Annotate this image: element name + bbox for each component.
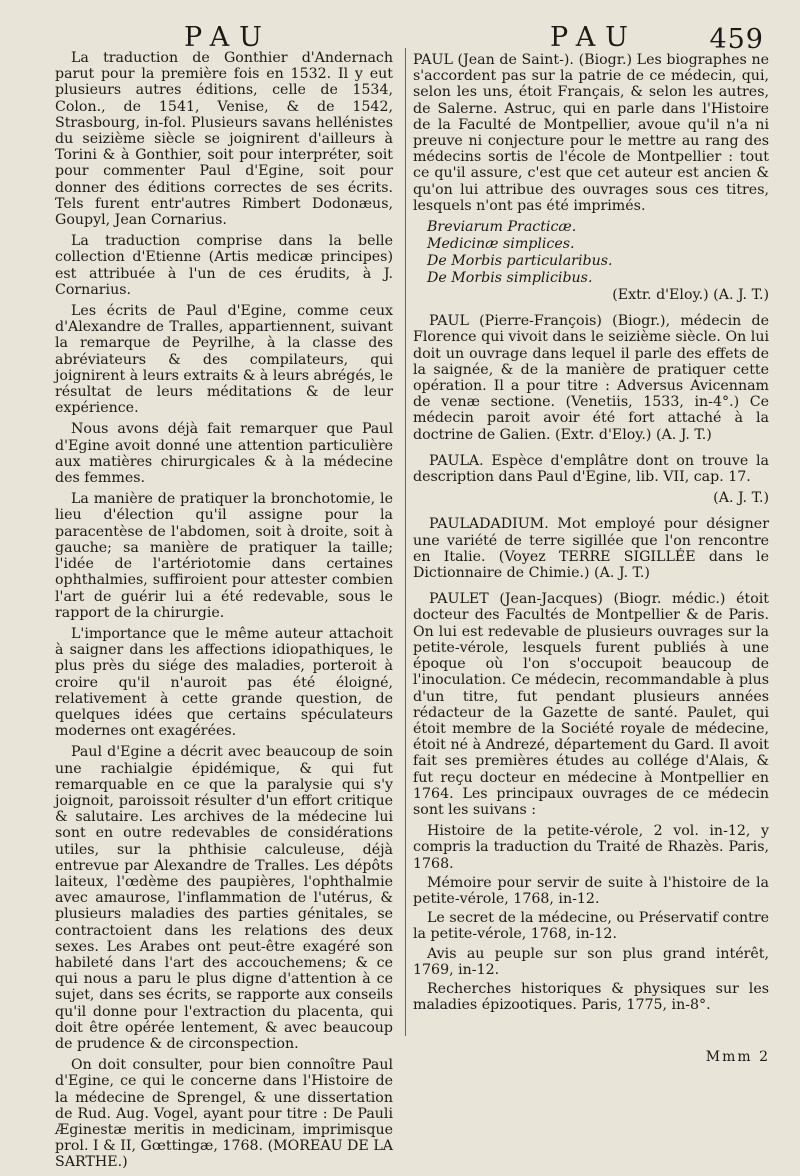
paragraph: La manière de pratiquer la bronchotomie, le lieu d'élection qu'il assigne pour la paracentèse de l'abdomen, soit à droite, soit à gauche; sa manière de pratiquer la taille; l'idée de l'artériotomie dans certaines ophthalmies, suffiroient pour attester combien l'art de guérir lui a été redevable, sous le rapport de la chirurgie. [55,491,393,621]
paragraph: La traduction comprise dans la belle collection d'Etienne (Artis medicæ principes) est attribuée à l'un de ces érudits, à J. Cornarius. [55,233,393,298]
paragraph: Les écrits de Paul d'Egine, comme ceux d'Alexandre de Tralles, appartiennent, suivant la remarque de Peyrilhe, à la classe des abréviateurs & des compilateurs, qui joignirent à leurs extraits & à leurs abrégés, le résultat de leurs méditations & de leur expérience. [55,303,393,417]
entry-signature: (A. J. T.) [713,490,769,507]
column-divider [405,48,406,1036]
paragraph: Paul d'Egine a décrit avec beaucoup de soin une rachialgie épidémique, & qui fut remarquable en ce que la paralysie qui s'y joignoit, paroissoit résulter d'un effort critique & salutaire. Les archives de la médecine lui sont en outre redevables de considérations utiles, sur la phthisie calculeuse, déjà entrevue par Alexandre de Tralles. Les dépôts laiteux, l'œdème des paupières, l'ophthalmie avec amaurose, l'inflammation de l'utérus, & plusieurs maladies des parties génitales, se contractoient dans les relations des deux sexes. Les Arabes ont peut-être exagéré son habileté dans l'art des accouchemens; & ce qui nous a paru le plus digne d'attention à ce sujet, dans ses écrits, se rapporte aux conseils qu'il donne pour l'extraction du placenta, qui doit être opérée lentement, & avec beaucoup de prudence & de circonspection. [55,744,393,1052]
entry-text: PAULADADIUM. Mot employé pour désigner une variété de terre sigillée que l'on rencontre en Italie. (Voyez TERRE SIGILLÉE dans le Dictionnaire de Chimie.) (A. J. T.) [413,516,769,582]
entry-paul-jean [413,52,769,303]
entry-paula [413,453,769,507]
work-item: Avis au peuple sur son plus grand intérêt, 1769, in-12. [413,945,769,978]
entry-pauladadium [413,516,769,581]
works-list [413,823,769,1013]
entry-text: PAUL (Pierre-François) (Biogr.), médecin de Florence qui vivoit dans le seizième siècle. On lui doit un ouvrage dans lequel il parle des effets de la saignée, & de la manière de pratiquer cette opération. Il a pour titre : Adversus Avicennam de venæ sectione. (Venetiis, 1533, in-4°.) Ce médecin paroit avoir été fort attaché à la doctrine de Galien. (Extr. d'Eloy.) (A. J. T.) [413,313,769,443]
work-item: Le secret de la médecine, ou Préservatif contre la petite-vérole, 1768, in-12. [413,910,769,943]
page-number: 459 [709,24,764,55]
paragraph: Nous avons déjà fait remarquer que Paul d'Egine avoit donné une attention particulière aux matières chirurgicales & à la médecine des femmes. [55,421,393,487]
work-title: Breviarum Practicæ. [427,219,577,236]
work-title: De Morbis simplicibus. [427,270,593,287]
works-list [427,219,769,287]
entry-signature: (Extr. d'Eloy.) (A. J. T.) [612,287,769,304]
paragraph: L'importance que le même auteur attachoit à saigner dans les affections idiopathiques, le plus près du siége des maladies, porteroit à croire qu'il n'auroit pas été éloigné, relativement à cette grande question, de quelques idées que certains spéculateurs modernes ont exagérées. [55,625,393,740]
header-right: PAU [550,22,638,53]
entry-text: PAUL (Jean de Saint-). (Biogr.) Les biographes ne s'accordent pas sur la patrie de ce médecin, qui, selon les uns, étoit Français, & selon les autres, de Salerne. Astruc, qui en parle dans l'Histoire de la Faculté de Montpellier, avoue qu'il n'a ni preuve ni conjecture pour le mettre au rang des médecins sortis de l'école de Montpellier : tout ce qu'il assure, c'est que cet auteur est ancien & qu'on lui attribue des ouvrages sous ces titres, lesquels n'ont pas été imprimés. [413,52,769,214]
work-item: Histoire de la petite-vérole, 2 vol. in-12, y compris la traduction du Traité de Rhazès. Paris, 1768. [413,823,769,872]
signature-mark: Mmm 2 [705,1049,770,1065]
paragraph: On doit consulter, pour bien connoître Paul d'Egine, ce qui le concerne dans l'Histoire de la médecine de Sprengel, & une dissertation de Rud. Aug. Vogel, ayant pour titre : De Pauli Æginestæ meritis in medicinam, imprimisque prol. I & II, Gœttingæ, 1768. (MOREAU DE LA SARTHE.) [55,1057,393,1171]
work-title: De Morbis particularibus. [427,253,613,270]
paragraph: La traduction de Gonthier d'Andernach parut pour la première fois en 1532. Il y eut plusieurs autres éditions, celle de 1534, Colon., de 1541, Venise, & de 1542, Strasbourg, in-fol. Plusieurs savans hellénistes du seizième siècle se joignirent d'ailleurs à Torini & à Gonthier, soit pour interpréter, soit pour commenter Paul d'Egine, soit pour donner des éditions correctes de ses écrits. Tels furent entr'autres Rimbert Dodonæus, Goupyl, Jean Cornarius. [55,50,393,229]
entry-paulet [413,591,769,1013]
work-title: Medicinæ simplices. [427,236,575,253]
left-column [55,50,393,1176]
right-column [413,50,769,1016]
entry-paul-pierre [413,313,769,443]
work-item: Recherches historiques & physiques sur les maladies épizootiques. Paris, 1775, in-8°. [413,980,769,1014]
header-left: PAU [184,22,272,53]
work-item: Mémoire pour servir de suite à l'histoire de la petite-vérole, 1768, in-12. [413,874,769,907]
entry-text: PAULET (Jean-Jacques) (Biogr. médic.) étoit docteur des Facultés de Montpellier & de Paris. On lui est redevable de plusieurs ouvrages sur la petite-vérole, lesquels furent publiés à une époque où l'on s'occupoit beaucoup de l'inoculation. Ce médecin, recommandable à plus d'un titre, fut pendant plusieurs années rédacteur de la Gazette de santé. Paulet, qui étoit membre de la Société royale de médecine, étoit né à Andrezé, département du Gard. Il avoit fait ses premières études au collége d'Alais, & fut reçu docteur en médecine à Montpellier en 1764. Les principaux ouvrages de ce médecin sont les suivans : [413,591,769,818]
entry-text: PAULA. Espèce d'emplâtre dont on trouve la description dans Paul d'Egine, lib. VII, cap. 17. [413,452,769,486]
